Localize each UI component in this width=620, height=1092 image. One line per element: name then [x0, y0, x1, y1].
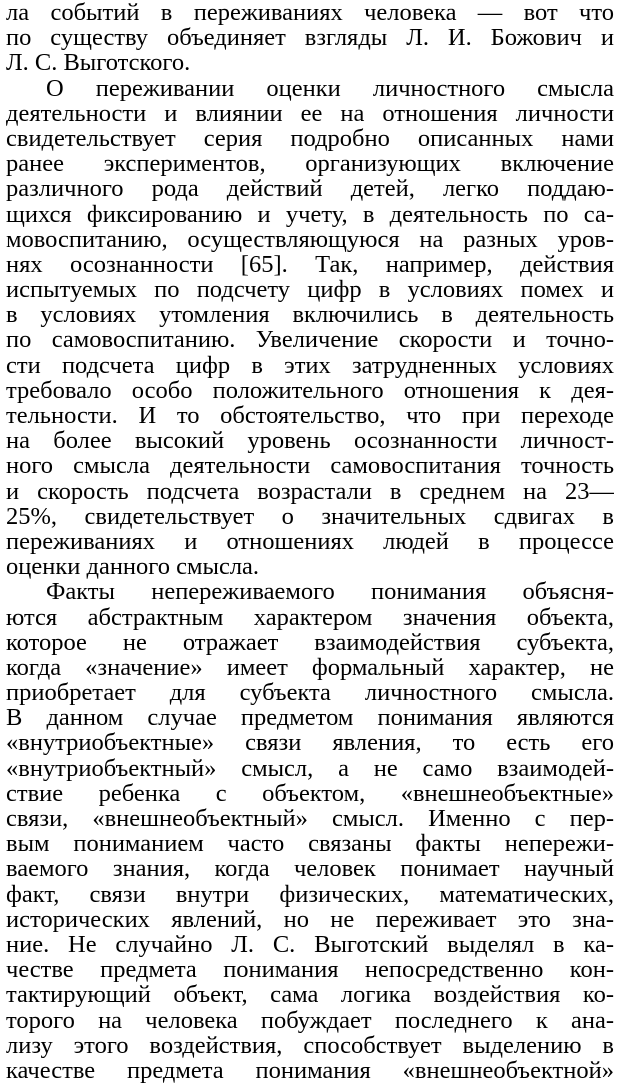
text-line: ствие ребенка с объектом, «внешнеобъектные»: [6, 780, 614, 806]
paragraph: [6, 76, 614, 580]
text-line: различного рода действий детей, легко поддаю-: [6, 176, 614, 202]
text-line: на более высокий уровень осознанности личност-: [6, 428, 614, 454]
text-line: вым пониманием часто связаны факты непережи-: [6, 831, 614, 857]
text-line: лизу этого воздействия, способствует выделению в: [6, 1032, 614, 1058]
text-line: торого на человека побуждает последнего к ана-: [6, 1007, 614, 1033]
text-line: ла событий в переживаниях человека — вот что: [6, 0, 614, 26]
text-line: ваемого знания, когда человек понимает научный: [6, 856, 614, 882]
text-line: факт, связи внутри физических, математических,: [6, 881, 614, 907]
text-line: которое не отражает взаимодействия субъекта,: [6, 629, 614, 655]
text-line: щихся фиксированию и учету, в деятельность по са-: [6, 201, 614, 227]
text-line: переживаниях и отношениях людей в процессе: [6, 528, 614, 555]
paragraph: [6, 579, 614, 1083]
text-line: «внутриобъектные» связи явления, то есть его: [6, 730, 614, 756]
text-line: по существу объединяет взгляды Л. И. Божович и: [6, 25, 614, 51]
text-line: ние. Не случайно Л. С. Выготский выделял в ка-: [6, 931, 614, 958]
text-line: оценки данного смысла.: [6, 554, 260, 580]
text-line: ются абстрактным характером значения объекта,: [6, 604, 614, 630]
text-line: ранее экспериментов, организующих включение: [6, 151, 614, 177]
text-line: мовоспитанию, осуществляющуюся на разных уров-: [6, 226, 614, 252]
text-line: В данном случае предметом понимания являются: [6, 705, 614, 731]
text-line: Л. С. Выготского.: [6, 50, 191, 76]
text-line: ного смысла деятельности самовоспитания точность: [6, 453, 614, 479]
text-line: исторических явлений, но не переживает это зна-: [6, 906, 614, 932]
text-line: тельности. И то обстоятельство, что при переходе: [6, 403, 614, 429]
text-line: требовало особо положительного отношения к дея-: [6, 377, 614, 403]
text-line: деятельности и влиянии ее на отношения личности: [6, 100, 614, 126]
paragraph: [6, 0, 614, 76]
text-line: и скорость подсчета возрастали в среднем на 23—: [6, 478, 614, 504]
text-line: «внутриобъектный» смысл, а не само взаимодей-: [6, 755, 614, 781]
document-page: [6, 0, 614, 1083]
text-line: испытуемых по подсчету цифр в условиях помех и: [6, 277, 614, 303]
text-line: по самовоспитанию. Увеличение скорости и точно-: [6, 327, 614, 353]
text-line: сти подсчета цифр в этих затрудненных условиях: [6, 352, 614, 378]
text-line: в условиях утомления включились в деятельность: [6, 302, 614, 328]
text-line: О переживании оценки личностного смысла: [46, 75, 614, 101]
text-line: качестве предмета понимания «внешнеобъектной»: [6, 1057, 614, 1084]
text-line: честве предмета понимания непосредственно кон-: [6, 957, 614, 983]
text-line: 25%, свидетельствует о значительных сдвигах в: [6, 503, 614, 529]
text-line: когда «значение» имеет формальный характер, не: [6, 654, 614, 681]
text-line: нях осознанности [65]. Так, например, действия: [6, 251, 614, 278]
text-line: связи, «внешнеобъектный» смысл. Именно с пер-: [6, 806, 614, 832]
text-line: свидетельствует серия подробно описанных нами: [6, 125, 614, 152]
text-line: Факты непереживаемого понимания объясня-: [46, 579, 614, 605]
text-line: тактирующий объект, сама логика воздействия ко-: [6, 982, 614, 1008]
text-line: приобретает для субъекта личностного смысла.: [6, 680, 614, 706]
